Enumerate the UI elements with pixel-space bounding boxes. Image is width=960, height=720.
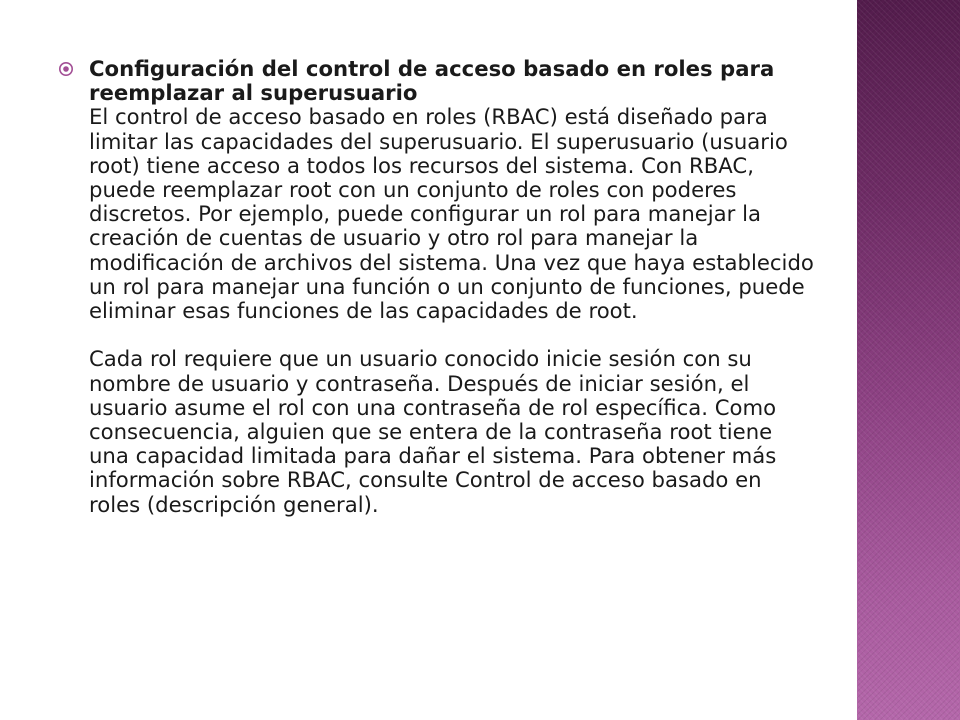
bullet-text: [89, 57, 918, 517]
decorative-side-band: [857, 0, 960, 720]
paragraph-1-line-7: modificación de archivos del sistema. Una vez que haya establecido: [89, 249, 814, 275]
heading-line-1: Configuración del control de acceso basado en roles para: [89, 56, 775, 81]
heading-line-2: reemplazar al superusuario: [89, 80, 418, 106]
paragraph-1-line-4: puede reemplazar root con un conjunto de roles con poderes: [89, 177, 737, 203]
slide-content: [58, 57, 918, 517]
paragraph-2-line-2: nombre de usuario y contraseña. Después de iniciar sesión, el: [89, 370, 750, 396]
paragraph-1-line-8: un rol para manejar una función o un conjunto de funciones, puede: [89, 273, 805, 299]
paragraph-1-line-5: discretos. Por ejemplo, puede configurar un rol para manejar la: [89, 201, 761, 227]
paragraph-2-line-7: roles (descripción general).: [89, 491, 379, 517]
paragraph-2-line-3: usuario asume el rol con una contraseña de rol específica. Como: [89, 394, 777, 420]
paragraph-1-line-6: creación de cuentas de usuario y otro rol para manejar la: [89, 225, 699, 251]
paragraph-2-line-1: Cada rol requiere que un usuario conocido inicie sesión con su: [89, 346, 752, 372]
paragraph-spacer: [89, 323, 918, 347]
paragraph-2-line-6: información sobre RBAC, consulte Control de acceso basado en: [89, 467, 762, 493]
paragraph-1-line-2: limitar las capacidades del superusuario. El superusuario (usuario: [89, 128, 788, 154]
circled-dot-icon: [58, 61, 74, 77]
paragraph-2-line-5: una capacidad limitada para dañar el sistema. Para obtener más: [89, 443, 777, 469]
paragraph-1-line-3: root) tiene acceso a todos los recursos del sistema. Con RBAC,: [89, 152, 754, 178]
bullet-item: [58, 57, 918, 517]
paragraph-1-line-1: El control de acceso basado en roles (RBAC) está diseñado para: [89, 104, 768, 130]
paragraph-1-line-9: eliminar esas funciones de las capacidades de root.: [89, 298, 638, 324]
side-band-texture: [857, 0, 960, 720]
paragraph-2-line-4: consecuencia, alguien que se entera de la contraseña root tiene: [89, 419, 773, 445]
